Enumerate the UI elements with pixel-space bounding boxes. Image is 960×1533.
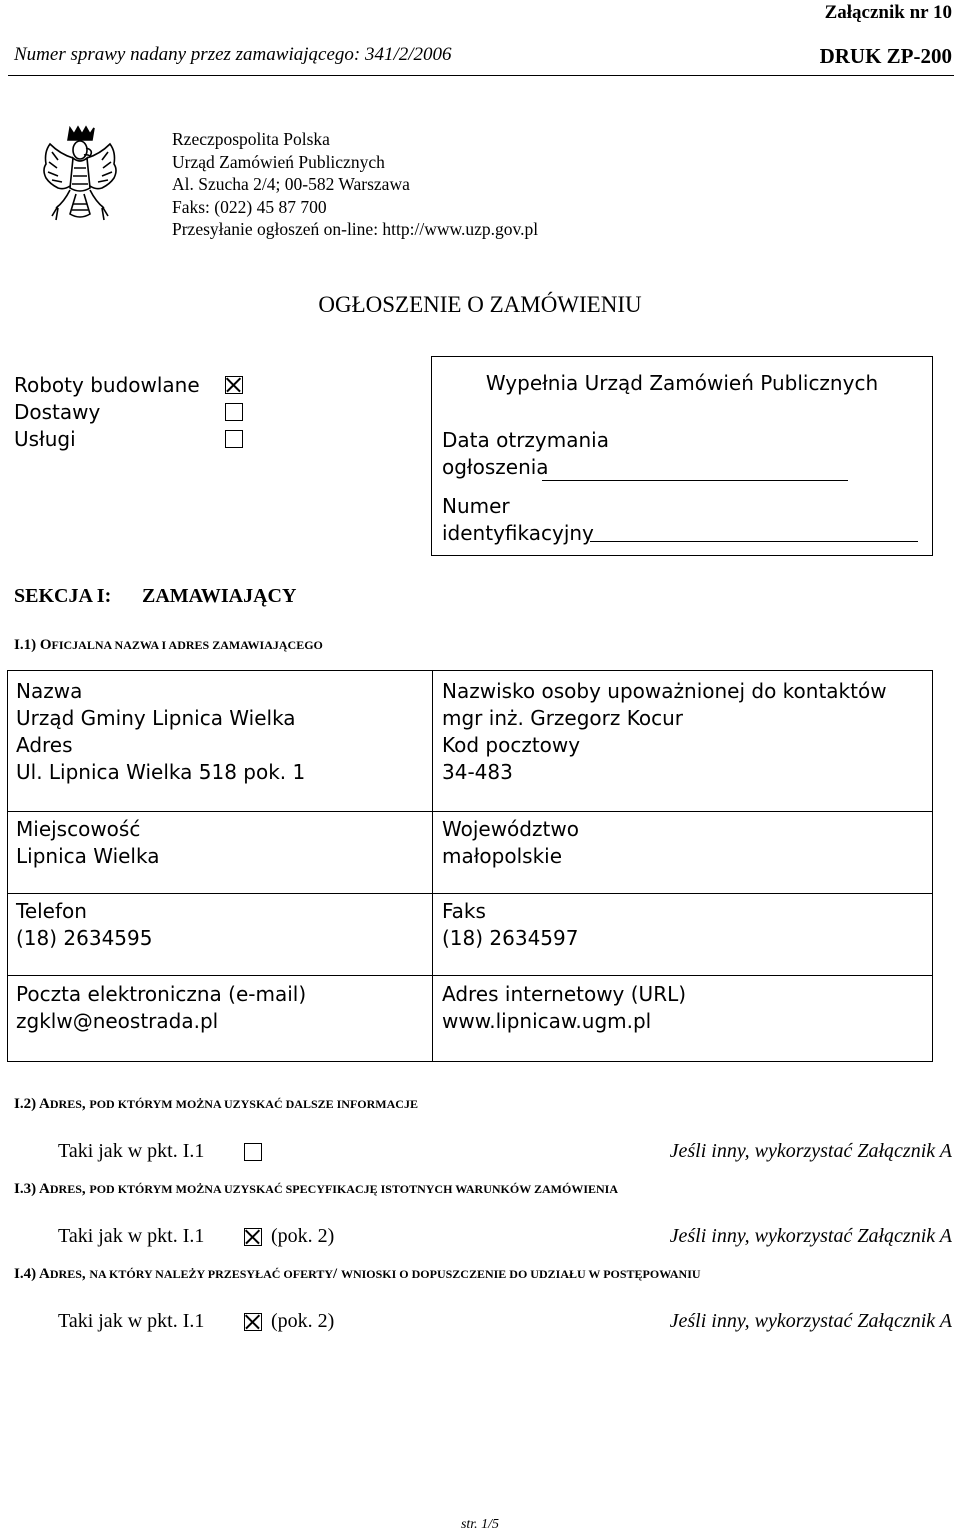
email-label: Poczta elektroniczna (e-mail) — [16, 982, 307, 1006]
address-value: Ul. Lipnica Wielka 518 pok. 1 — [16, 760, 306, 784]
subsection-number: I.2) — [14, 1096, 40, 1112]
subsection-title-text: FICJALNA NAZWA I ADRES ZAMAWIAJĄCEGO — [51, 638, 323, 652]
receipt-date-label — [442, 427, 609, 481]
address-label: Adres — [16, 733, 73, 757]
voivodeship-label: Województwo — [442, 817, 579, 841]
section-number: SEKCJA I: — [14, 585, 112, 607]
room-note-i4: (pok. 2) — [271, 1310, 335, 1332]
case-number: Numer sprawy nadany przez zamawiającego: 341/2/2006 — [14, 44, 452, 65]
form-title: OGŁOSZENIE O ZAMÓWIENIU — [318, 292, 642, 317]
order-type-label: Usługi — [14, 427, 76, 451]
receipt-date-field[interactable] — [542, 480, 848, 481]
same-as-label-i4: Taki jak w pkt. I.1 — [58, 1310, 205, 1332]
table-divider — [8, 811, 932, 812]
subsection-heading-i2 — [14, 1096, 418, 1113]
checkbox-roboty-budowlane[interactable] — [225, 376, 243, 394]
subsection-title-initial: A — [39, 1096, 50, 1112]
subsection-title-text: NA KTÓRY NALEŻY PRZESYŁAĆ OFERTY — [89, 1267, 334, 1281]
subsection-title-text: WNIOSKI O DOPUSZCZENIE DO UDZIAŁU W POSTĘPOWANIU — [340, 1267, 701, 1281]
id-number-field[interactable] — [590, 541, 918, 542]
order-type-label: Dostawy — [14, 400, 101, 424]
uzp-box-heading: Wypełnia Urząd Zamówień Publicznych — [485, 371, 879, 395]
office-address — [172, 128, 538, 241]
phone-label: Telefon — [16, 899, 87, 923]
polish-eagle-emblem-icon — [40, 124, 120, 234]
subsection-title-text: DRES — [49, 1182, 82, 1196]
city-label: Miejscowość — [16, 817, 141, 841]
subsection-heading-i3 — [14, 1181, 618, 1198]
person-label: Nazwisko osoby upoważnionej do kontaktów — [442, 679, 887, 703]
phone-value: (18) 2634595 — [16, 926, 153, 950]
checkbox-same-as-i3[interactable] — [244, 1228, 262, 1246]
email-cell — [16, 981, 306, 1035]
city-value: Lipnica Wielka — [16, 844, 160, 868]
fax-value: (18) 2634597 — [442, 926, 579, 950]
url-cell — [442, 981, 686, 1035]
subsection-title-initial: , — [81, 1181, 90, 1197]
checkbox-dostawy[interactable] — [225, 403, 243, 421]
url-value: www.lipnicaw.ugm.pl — [442, 1009, 652, 1033]
subsection-heading-i1 — [14, 637, 323, 654]
email-value: zgklw@neostrada.pl — [16, 1009, 219, 1033]
url-label: Adres internetowy (URL) — [442, 982, 687, 1006]
contact-table — [7, 670, 933, 1062]
postal-label: Kod pocztowy — [442, 733, 581, 757]
checkbox-uslugi[interactable] — [225, 430, 243, 448]
subsection-title-initial: / — [333, 1266, 341, 1282]
phone-cell — [16, 898, 152, 952]
fax-label: Faks — [442, 899, 486, 923]
id-number-line2: identyfikacyjny — [442, 521, 594, 545]
table-divider — [8, 975, 932, 976]
subsection-title-initial: O — [39, 637, 52, 653]
postal-value: 34-483 — [442, 760, 513, 784]
table-divider — [8, 893, 932, 894]
page-number: str. 1/5 — [460, 1517, 500, 1532]
office-line: Faks: (022) 45 87 700 — [172, 196, 327, 217]
contact-name-cell — [16, 678, 305, 786]
office-line: Al. Szucha 2/4; 00-582 Warszawa — [172, 174, 410, 194]
order-type-list — [14, 372, 200, 453]
subsection-title-initial: A — [39, 1181, 50, 1197]
receipt-date-line2: ogłoszenia — [442, 455, 549, 479]
annex-number: Załącznik nr 10 — [824, 2, 952, 23]
subsection-heading-i4 — [14, 1266, 701, 1283]
checkbox-same-as-i2[interactable] — [244, 1143, 262, 1161]
section-name: ZAMAWIAJĄCY — [142, 585, 297, 607]
same-as-label-i3: Taki jak w pkt. I.1 — [58, 1225, 205, 1247]
form-code: DRUK ZP-200 — [819, 44, 952, 68]
subsection-title-text: DRES — [49, 1097, 82, 1111]
alt-note-i2: Jeśli inny, wykorzystać Załącznik A — [669, 1140, 952, 1162]
office-line: Urząd Zamówień Publicznych — [172, 151, 385, 172]
id-number-label — [442, 493, 594, 547]
receipt-date-line1: Data otrzymania — [442, 428, 609, 452]
subsection-title-text: DRES — [49, 1267, 82, 1281]
same-as-label-i2: Taki jak w pkt. I.1 — [58, 1140, 205, 1162]
id-number-line1: Numer — [442, 494, 510, 518]
subsection-number: I.3) — [14, 1181, 40, 1197]
subsection-title-initial: A — [39, 1266, 50, 1282]
header-divider — [8, 75, 954, 76]
subsection-number: I.1) — [14, 637, 40, 653]
subsection-title-text: POD KTÓRYM MOŻNA UZYSKAĆ SPECYFIKACJĘ ISTOTNYCH WARUNKÓW ZAMÓWIENIA — [89, 1182, 619, 1196]
office-line: Rzeczpospolita Polska — [172, 129, 330, 149]
alt-note-i4: Jeśli inny, wykorzystać Załącznik A — [669, 1310, 952, 1332]
alt-note-i3: Jeśli inny, wykorzystać Załącznik A — [669, 1225, 952, 1247]
voivodeship-value: małopolskie — [442, 844, 563, 868]
subsection-title-initial: , — [81, 1096, 90, 1112]
subsection-number: I.4) — [14, 1266, 40, 1282]
contact-person-cell — [442, 678, 887, 786]
voivodeship-cell — [442, 816, 579, 870]
uzp-office-box — [431, 356, 933, 556]
room-note-i3: (pok. 2) — [271, 1225, 335, 1247]
person-value: mgr inż. Grzegorz Kocur — [442, 706, 683, 730]
checkbox-same-as-i4[interactable] — [244, 1313, 262, 1331]
order-type-label: Roboty budowlane — [14, 373, 200, 397]
name-value: Urząd Gminy Lipnica Wielka — [16, 706, 296, 730]
office-line: Przesyłanie ogłoszeń on-line: http://www.uzp.gov.pl — [172, 219, 539, 239]
subsection-title-initial: , — [81, 1266, 90, 1282]
fax-cell — [442, 898, 578, 952]
name-label: Nazwa — [16, 679, 83, 703]
city-cell — [16, 816, 159, 870]
subsection-title-text: POD KTÓRYM MOŻNA UZYSKAĆ DALSZE INFORMACJE — [89, 1097, 418, 1111]
table-divider — [432, 671, 433, 1061]
